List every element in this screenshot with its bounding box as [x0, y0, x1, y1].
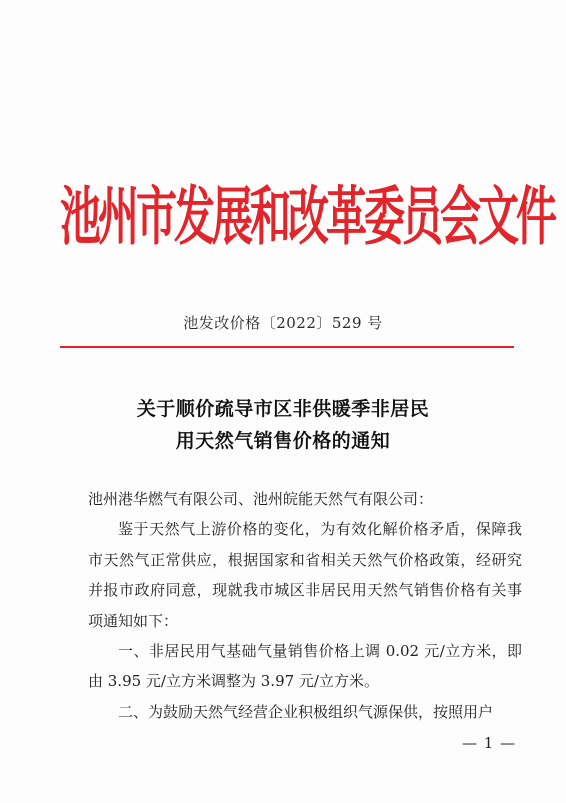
- issuing-authority-title: 池州市发展和改革委员会文件: [60, 179, 554, 255]
- body-item-2: 二、为鼓励天然气经营企业积极组织气源保供，按照用户: [118, 702, 494, 721]
- page-number: — 1 —: [462, 734, 517, 752]
- document-number: 池发改价格〔2022〕529 号: [183, 314, 383, 332]
- notice-title-line-2: 用天然气销售价格的通知: [175, 430, 391, 452]
- body-paragraph-1: 鉴于天然气上游价格的变化，为有效化解价格矛盾，保障我市天然气正常供应，根据国家和省相关天然气价格政策，经研究并报市政府同意，现就我市城区非居民用天然气销售价格有关事项通知如下：: [88, 520, 522, 630]
- document-body: [88, 484, 522, 727]
- notice-title: [0, 393, 566, 457]
- recipients-line: 池州港华燃气有限公司、池州皖能天然气有限公司：: [88, 490, 434, 508]
- notice-title-line-1: 关于顺价疏导市区非供暖季非居民: [136, 398, 430, 420]
- body-item-1: 一、非居民用气基础气量销售价格上调 0.02 元/立方米，即由 3.95 元/立方米调整为 3.97 元/立方米。: [88, 642, 522, 691]
- red-separator-line: [60, 346, 514, 348]
